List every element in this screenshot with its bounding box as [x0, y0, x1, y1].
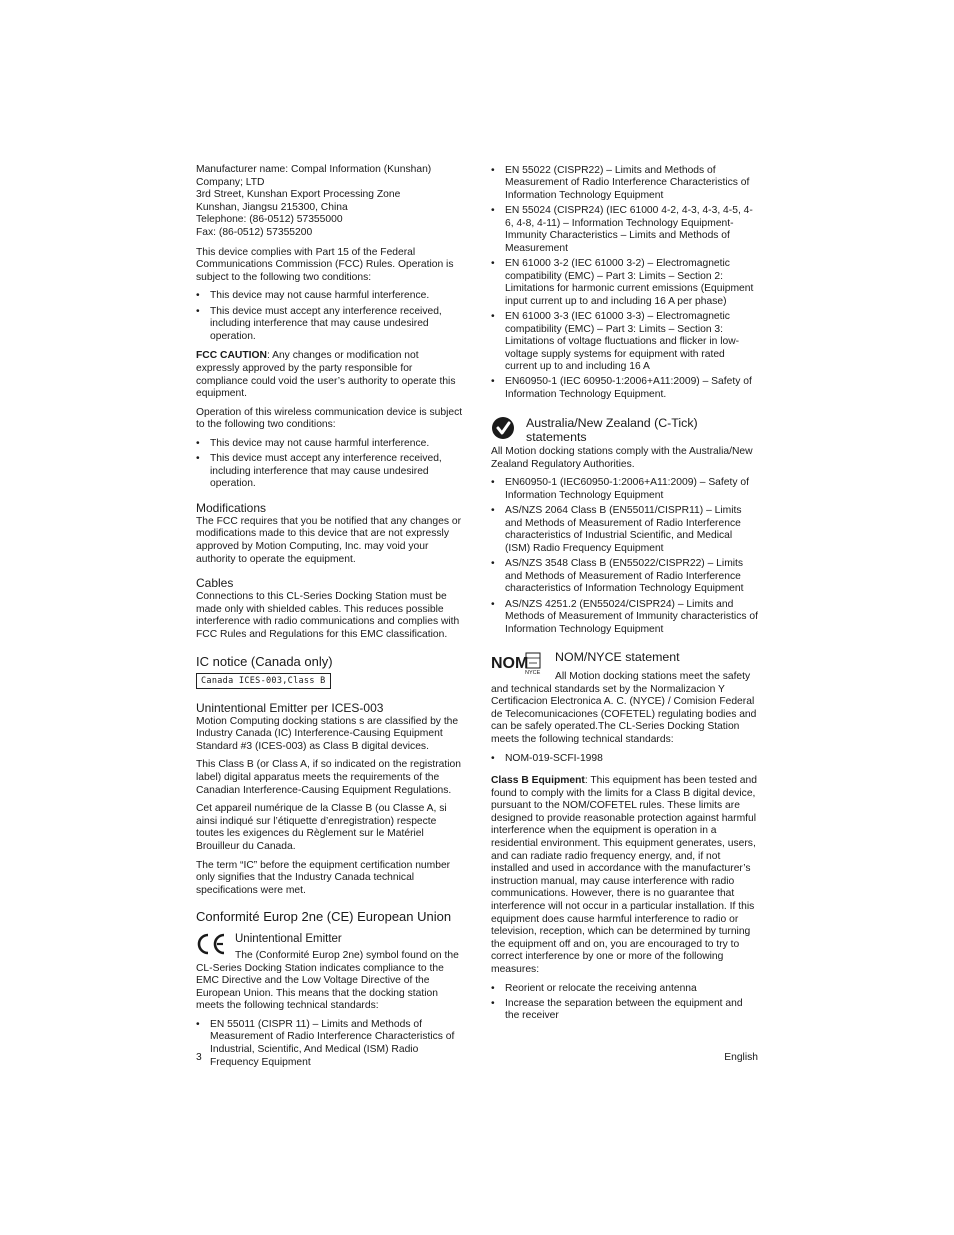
ce-mark-icon: [196, 933, 235, 960]
ic-paragraph: Motion Computing docking stations s are classified by the Industry Canada (IC) Interference-Causing Equipment Standard #3 (ICES-003) as Class B digital devices.: [196, 715, 459, 752]
nom-text: All Motion docking stations meet the safety and technical standards set by the Normalizacion Y Certificacion Electronica A. C. (NYCE) / Comision Federal de Telecomunicaciones (COFETEL) regulating bodies and can be safely operated.The CL-Series Docking Station meets the following technical standards:: [491, 670, 757, 745]
fcc-intro: This device complies with Part 15 of the Federal Communications Commission (FCC) Rules. Operation is subject to the following two conditions:: [196, 246, 454, 283]
ic-paragraph: This Class B (or Class A, if so indicated on the registration label) digital apparatus meets the requirements of the Canadian Interference-Causing Equipment Regulations.: [196, 759, 461, 796]
nyce-logo-text: NYCE: [525, 670, 541, 677]
footer-language: English: [724, 1052, 758, 1063]
list-item: • EN 61000 3-2 (IEC 61000 3-2) – Electromagnetic compatibility (EMC) – Part 3: Limits – Section 2: Limitations for harmonic current emissions (Equipment input current up to and including 16 A per phase): [491, 258, 759, 308]
modifications-text: The FCC requires that you be notified that any changes or modifications made to this device that are not expressly approved by Motion Computing, Inc. may void your authority to operate the equipment.: [196, 515, 462, 565]
ic-paragraph: The term “IC” before the equipment certification number only signifies that the Industry Canada technical specifications were met.: [196, 859, 451, 896]
address-line: Kunshan, Jiangsu 215300, China: [196, 201, 348, 213]
list-item: • EN 61000 3-3 (IEC 61000 3-3) – Electromagnetic compatibility (EMC) – Part 3: Limits – Section 3: Limitations of voltage fluctuations and flicker in low-voltage supply systems for equipment with rated current up to and including 16 A: [491, 311, 759, 374]
list-item: • EN 55024 (CISPR24) (IEC 61000 4-2, 4-3, 4-3, 4-5, 4-6, 4-8, 4-11) – Information Technology Equipment-Immunity Characteristics – Limits and Methods of Measurement: [491, 205, 759, 255]
wireless-intro: Operation of this wireless communication device is subject to the following two conditions:: [196, 406, 463, 431]
list-item: • This device must accept any interference received, including interference that may cause undesired operation.: [196, 306, 464, 344]
cables-text: Connections to this CL-Series Docking Station must be made only with shielded cables. This reduces possible interference with radio communications and complies with FCC Rules and Regulations for this EMC classification.: [196, 591, 460, 640]
ctick-heading-row: [491, 416, 759, 445]
list-item: • EN60950-1 (IEC60950-1:2006+A11:2009) – Safety of Information Technology Equipment: [491, 477, 759, 502]
fcc-caution-label: FCC CAUTION: [196, 350, 267, 362]
list-item: • EN 55022 (CISPR22) – Limits and Methods of Measurement of Radio Interference Characteristics of Information Technology Equipment: [491, 165, 759, 203]
wireless-conditions-list: [196, 438, 464, 491]
ctick-heading: Australia/New Zealand (C-Tick) statements: [526, 415, 698, 444]
ctick-text: All Motion docking stations comply with the Australia/New Zealand Regulatory Authorities.: [491, 446, 753, 470]
ce-text: The (Conformité Europ 2ne) symbol found on the CL-Series Docking Station indicates compliance to the EMC Directive and the Low Voltage Directive of the European Union. This means that the docking station meets the following technical standards:: [196, 949, 459, 1012]
list-item: • AS/NZS 2064 Class B (EN55011/CISPR11) – Limits and Methods of Measurement of Radio Interference characteristics of Industrial Scientific, and Medical (ISM) Radio Frequency Equipment: [491, 505, 759, 555]
address-line: 3rd Street, Kunshan Export Processing Zone: [196, 189, 401, 201]
nom-standards-list: [491, 753, 759, 766]
list-item: • Reorient or relocate the receiving antenna: [491, 983, 759, 996]
list-item: • Increase the separation between the equipment and the receiver: [491, 998, 759, 1023]
page-number: 3: [196, 1052, 202, 1063]
class-b-label: Class B Equipment: [491, 775, 585, 787]
address-line: Manufacturer name: Compal Information (Kunshan) Company; LTD: [196, 164, 432, 188]
ices-subheading: Unintentional Emitter per ICES-003: [196, 700, 384, 715]
list-item: • NOM-019-SCFI-1998: [491, 753, 759, 766]
fcc-caution-text: : Any changes or modification not expressly approved by the party responsible for compliance could void the user’s authority to operate this equipment.: [196, 350, 456, 400]
ce-standards-list: [196, 1019, 464, 1069]
ic-notice-heading: IC notice (Canada only): [196, 653, 333, 669]
list-item: • This device must accept any interference received, including interference that may cause undesired operation.: [196, 453, 464, 491]
list-item: • AS/NZS 3548 Class B (EN55022/CISPR22) – Limits and Methods of Measurement of Radio Interference characteristics of Information Technology Equipment: [491, 558, 759, 596]
c-tick-icon: [491, 416, 526, 445]
ce-subheading: Unintentional Emitter: [235, 933, 342, 946]
list-item: • EN 55011 (CISPR 11) – Limits and Methods of Measurement of Radio Interference Characteristics of Industrial, Scientific, And Medical (ISM) Radio Frequency Equipment: [196, 1019, 464, 1069]
class-b-paragraph: [491, 775, 759, 977]
list-item: • AS/NZS 4251.2 (EN55024/CISPR24) – Limits and Methods of Measurement of Immunity characteristics of Information Technology Equipment: [491, 599, 759, 637]
nom-logo-icon: [491, 650, 555, 681]
ce-standards-list-continued: [491, 150, 759, 402]
ctick-standards-list: [491, 477, 759, 636]
right-column: [491, 164, 759, 1030]
ices-label-box: Canada ICES-003,Class B: [196, 673, 331, 689]
modifications-heading: Modifications: [196, 500, 267, 515]
ce-heading: Conformité Europ 2ne (CE) European Union: [196, 909, 452, 925]
address-line: Fax: (86-0512) 57355200: [196, 226, 313, 238]
list-item: • EN60950-1 (IEC 60950-1:2006+A11:2009) – Safety of Information Technology Equipment.: [491, 376, 759, 401]
cables-heading: Cables: [196, 576, 234, 591]
left-column: [196, 164, 464, 1076]
measures-list: [491, 983, 759, 1023]
address-line: Telephone: (86-0512) 57355000: [196, 214, 343, 226]
class-b-text: : This equipment has been tested and found to comply with the limits for a Class B digital device, pursuant to the NOM/COFETEL rules. These limits are designed to provide reasonable protection against harmful interference when the equipment is operation in a residential environment. This equipment generates, users, and can radiate radio frequency energy, and, if not installed and used in accordance with the manufacturer’s instruction manual, may cause interference with radio communications. However, there is no guarantee that interference will not occur in a particular installation. If this equipment does cause harmful interference to radio or television, reception, which can be determined by turning the equipment off and on, you are encouraged to try to correct interference by one or more of the following measures:: [491, 775, 757, 975]
fcc-caution: [196, 350, 464, 400]
ic-paragraph: Cet appareil numérique de la Classe B (ou Classe A, si ainsi indiqué sur l’étiquette d’enregistration) respecte toutes les exigences du Règlement sur le Matériel Brouilleur du Canada.: [196, 803, 447, 852]
fcc-conditions-list: [196, 290, 464, 343]
nom-heading: NOM/NYCE statement: [555, 650, 680, 665]
list-item: • This device may not cause harmful interference.: [196, 438, 464, 451]
manufacturer-address: [196, 164, 464, 240]
list-item: • This device may not cause harmful interference.: [196, 290, 464, 303]
nom-logo-text: NOM: [491, 655, 529, 673]
